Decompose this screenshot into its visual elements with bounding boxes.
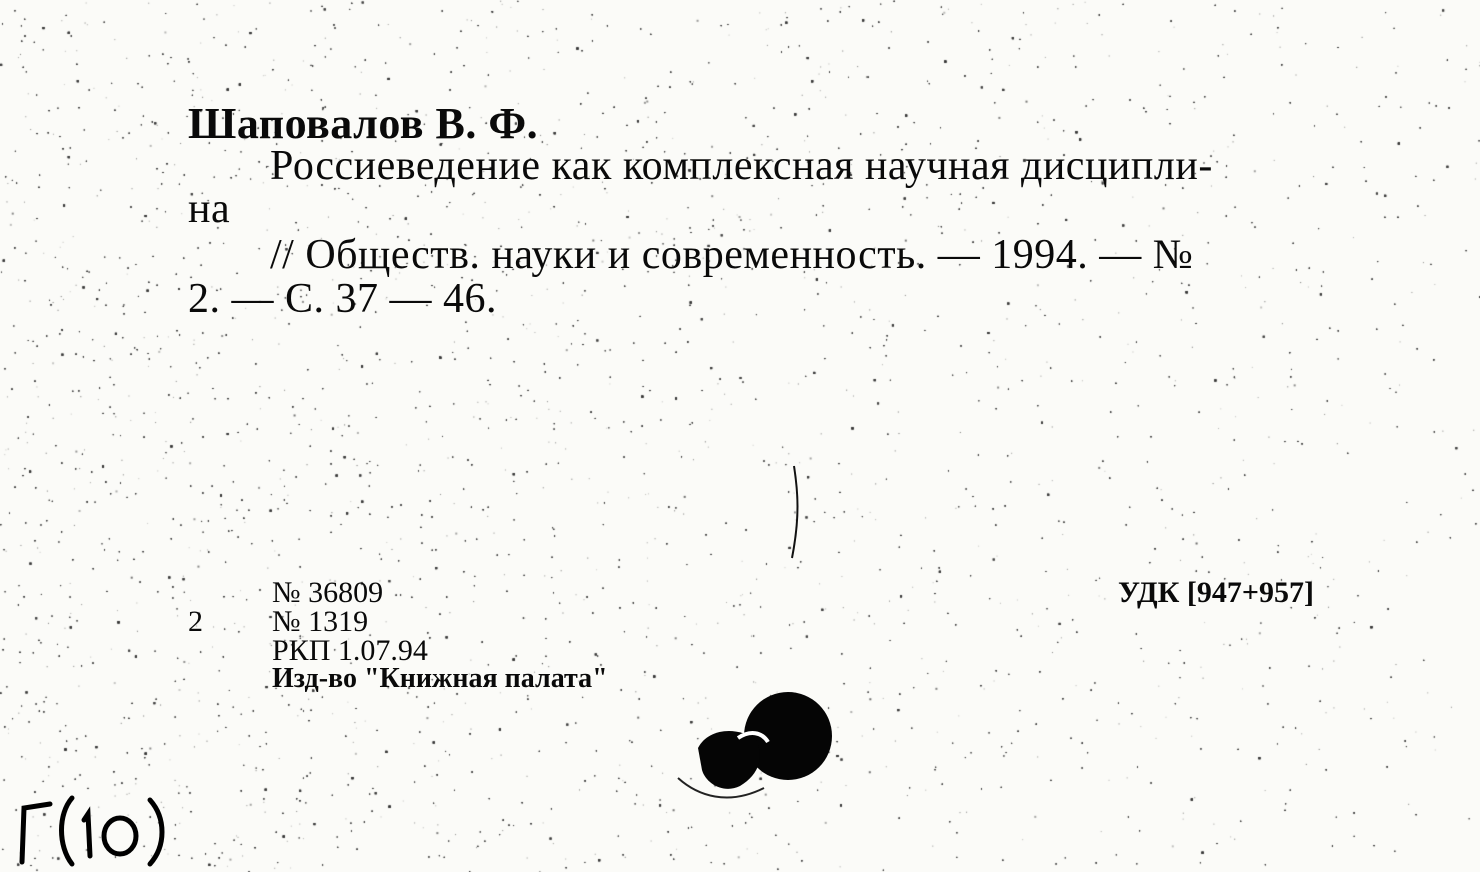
publisher: Изд-во "Книжная палата" bbox=[272, 663, 608, 694]
handwritten-shelf-mark bbox=[14, 790, 174, 870]
source-line-2: 2. — С. 37 — 46. bbox=[188, 276, 498, 322]
author-name: Шаповалов В. Ф. bbox=[188, 99, 539, 148]
ink-blot bbox=[668, 678, 848, 818]
card-count: 2 bbox=[188, 605, 203, 638]
title-line-2: на bbox=[188, 186, 231, 232]
record-number: № 36809 bbox=[272, 576, 384, 609]
title-line-1: Россиеведение как комплексная научная дисципли- bbox=[270, 143, 1213, 189]
udk-code: УДК [947+957] bbox=[1118, 576, 1314, 609]
scratch-mark bbox=[780, 462, 810, 562]
source-line-1: // Обществ. науки и современность. — 1994. — № bbox=[270, 232, 1194, 278]
issue-number: № 1319 bbox=[272, 605, 369, 638]
rkp-date: РКП 1.07.94 bbox=[272, 634, 428, 667]
